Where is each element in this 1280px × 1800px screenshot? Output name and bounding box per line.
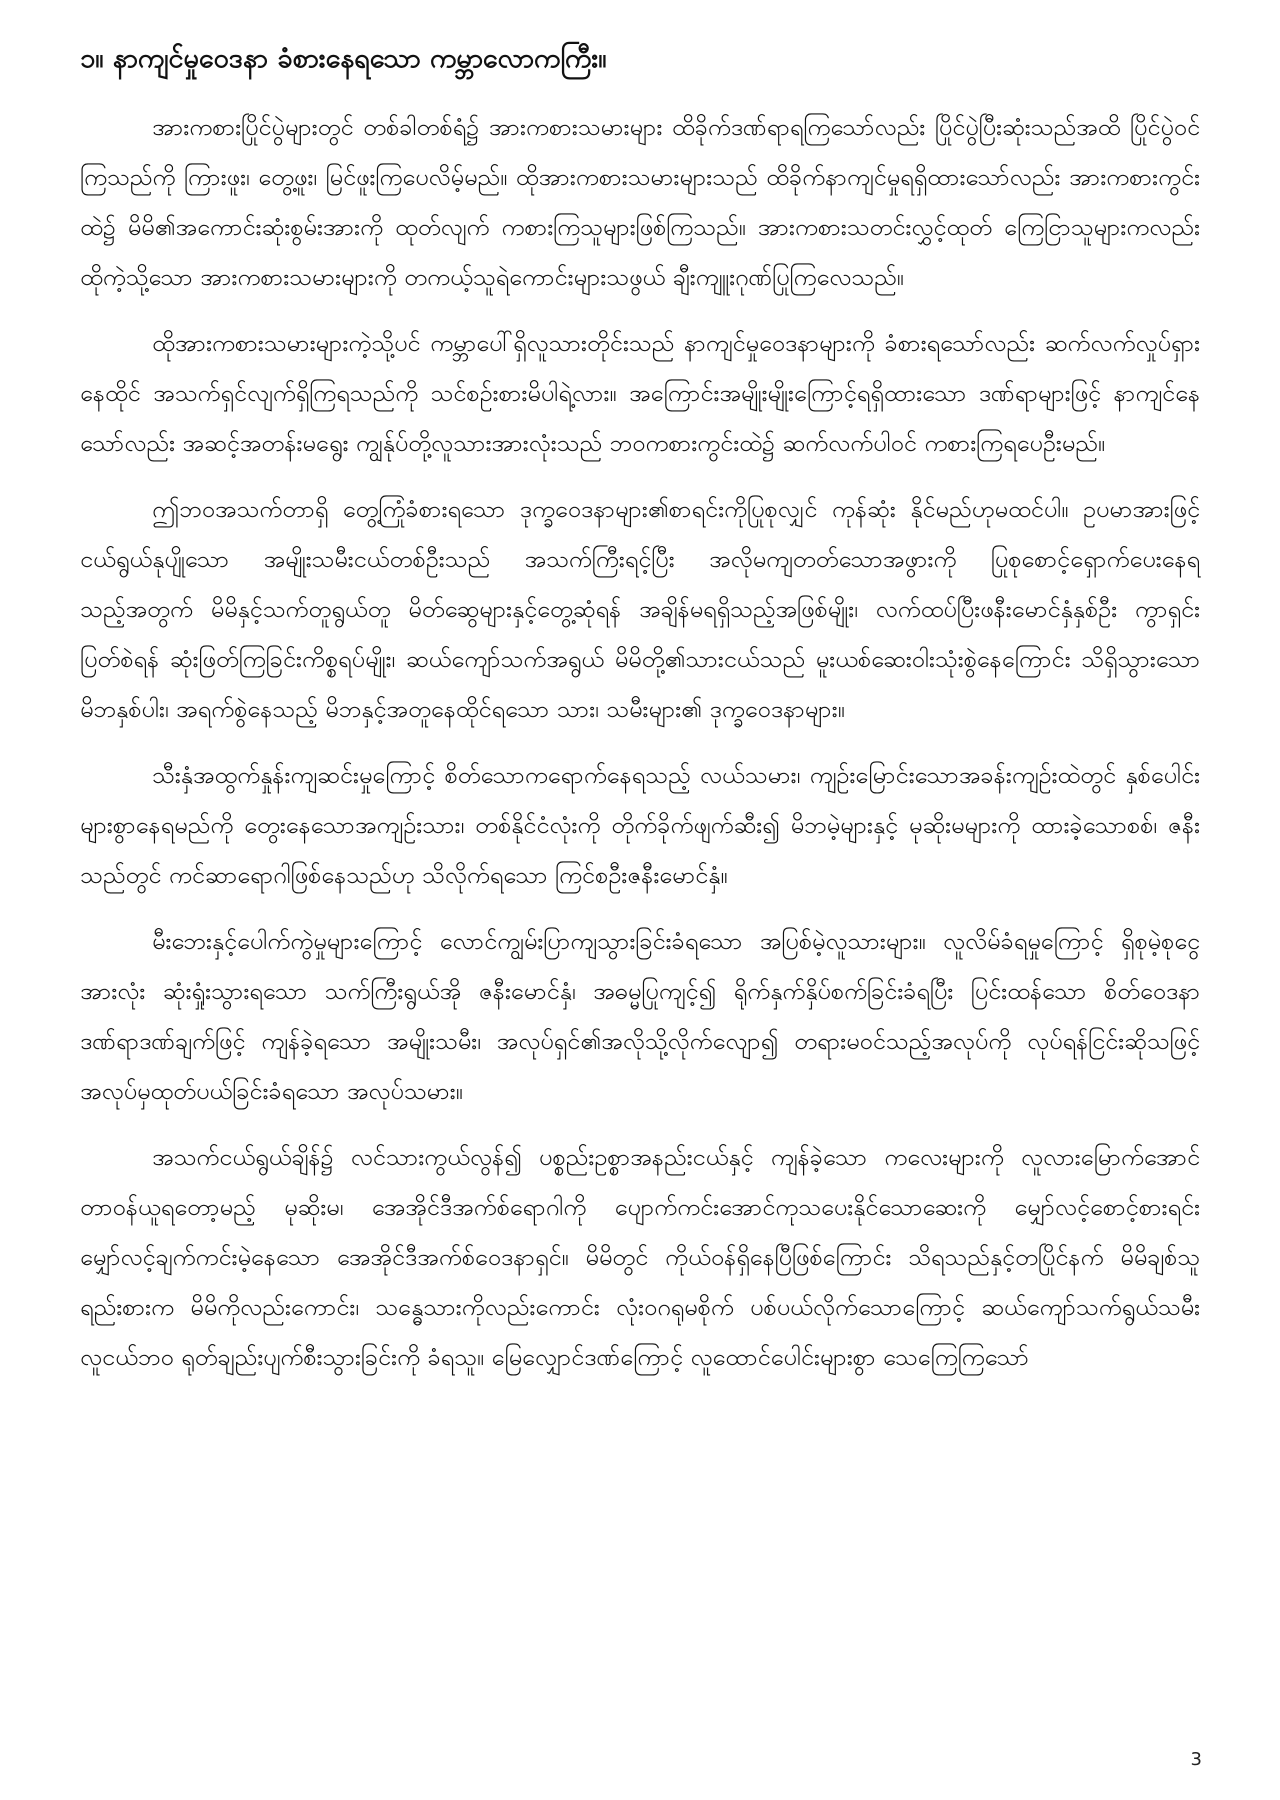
paragraph-4: သီးနှံအထွက်နှုန်းကျဆင်းမှုကြောင့် စိတ်သောကရောက်နေရသည့် လယ်သမား၊ ကျဉ်းမြောင်းသောအခန်းကျဉ်းထဲတွင် နှစ်ပေါင်းများစွာနေရမည်ကို တွေးနေသောအကျဉ်းသား၊ တစ်နိုင်ငံလုံးကို တိုက်ခိုက်ဖျက်ဆီး၍ မိဘမဲ့များနှင့် မုဆိုးမများကို ထားခဲ့သောစစ်၊ ဇနီးသည်တွင် ကင်ဆာရောဂါဖြစ်နေသည်ဟု သိလိုက်ရသော ကြင်စဦးဇနီးမောင်နှံ။ [80,760,1200,889]
paragraph-6: အသက်ငယ်ရွယ်ချိန်၌ လင်သားကွယ်လွန်၍ ပစ္စည်းဥစ္စာအနည်းငယ်နှင့် ကျန်ခဲ့သော ကလေးများကို လူလားမြောက်အောင် တာဝန်ယူရတော့မည့် မုဆိုးမ၊ အေအိုင်ဒီအက်စ်ရောဂါကို ပျောက်ကင်းအောင်ကုသပေးနိုင်သောဆေးကို မျှော်လင့်စောင့်စားရင်း မျှော်လင့်ချက်ကင်းမဲ့နေသော အေအိုင်ဒီအက်စ်ဝေဒနာရှင်။ မိမိတွင် ကိုယ်ဝန်ရှိနေပြီဖြစ်ကြောင်း သိရသည်နှင့်တပြိုင်နက် မိမိချစ်သူရည်းစားက မိမိကိုလည်းကောင်း၊ သန္ဓေသားကိုလည်းကောင်း လုံးဝဂရုမစိုက် ပစ်ပယ်လိုက်သောကြောင့် ဆယ်ကျော်သက်ရွယ်သမီး လူငယ်ဘဝ ရုတ်ချည်းပျက်စီးသွားခြင်းကို ခံရသူ။ မြေလျှောင်ဒဏ်ကြောင့် လူထောင်ပေါင်းများစွာ သေကြေကြသော် [80,1142,1200,1371]
chapter-heading: ၁။ နာကျင်မှုဝေဒနာ ခံစားနေရသော ကမ္ဘာလောကကြီး။ [80,43,607,74]
paragraph-2: ထိုအားကစားသမားများကဲ့သို့ပင် ကမ္ဘာပေါ်ရှိလူသားတိုင်းသည် နာကျင်မှုဝေဒနာများကို ခံစားရသော်လည်း ဆက်လက်လှုပ်ရှားနေထိုင် အသက်ရှင်လျက်ရှိကြရသည်ကို သင်စဉ်းစားမိပါရဲ့လား။ အကြောင်းအမျိုးမျိုးကြောင့်ရရှိထားသော ဒဏ်ရာများဖြင့် နာကျင်နေသော်လည်း အဆင့်အတန်းမရွေး ကျွန်ုပ်တို့လူသားအားလုံးသည် ဘဝကစားကွင်းထဲ၌ ဆက်လက်ပါဝင် ကစားကြရပေဦးမည်။ [80,328,1200,457]
paragraph-3: ဤဘဝအသက်တာရှိ တွေ့ကြုံခံစားရသော ဒုက္ခဝေဒနာများ၏စာရင်းကိုပြုစုလျှင် ကုန်ဆုံး နိုင်မည်ဟုမထင်ပါ။ ဥပမာအားဖြင့် ငယ်ရွယ်နုပျိုသော အမျိုးသမီးငယ်တစ်ဦးသည် အသက်ကြီးရင့်ပြီး အလိုမကျတတ်သောအဖွားကို ပြုစုစောင့်ရှောက်ပေးနေရသည့်အတွက် မိမိနှင့်သက်တူရွယ်တူ မိတ်ဆွေများနှင့်တွေ့ဆုံရန် အချိန်မရရှိသည့်အဖြစ်မျိုး၊ လက်ထပ်ပြီးဖနီးမောင်နှံနှစ်ဦး ကွာရှင်းပြတ်စဲရန် ဆုံးဖြတ်ကြခြင်းကိစ္စရပ်မျိုး၊ ဆယ်ကျော်သက်အရွယ် မိမိတို့၏သားငယ်သည် မူးယစ်ဆေးဝါးသုံးစွဲနေကြောင်း သိရှိသွားသော မိဘနှစ်ပါး၊ အရက်စွဲနေသည့် မိဘနှင့်အတူနေထိုင်ရသော သား၊ သမီးများ၏ ဒုက္ခဝေဒနာများ။ [80,494,1200,723]
paragraph-1: အားကစားပြိုင်ပွဲများတွင် တစ်ခါတစ်ရံ၌ အားကစားသမားများ ထိခိုက်ဒဏ်ရာရကြသော်လည်း ပြိုင်ပွဲပြီးဆုံးသည်အထိ ပြိုင်ပွဲဝင်ကြသည်ကို ကြားဖူး၊ တွေ့ဖူး၊ မြင်ဖူးကြပေလိမ့်မည်။ ထိုအားကစားသမားများသည် ထိခိုက်နာကျင်မှုရရှိထားသော်လည်း အားကစားကွင်းထဲ၌ မိမိ၏အကောင်းဆုံးစွမ်းအားကို ထုတ်လျက် ကစားကြသူများဖြစ်ကြသည်။ အားကစားသတင်းလွှင့်ထုတ် ကြေငြာသူများကလည်း ထိုကဲ့သို့သော အားကစားသမားများကို တကယ့်သူရဲကောင်းများသဖွယ် ချီးကျူးဂုဏ်ပြုကြလေသည်။ [80,112,1200,291]
page-number: 3 [1190,1749,1202,1770]
document-page [80,40,1200,1740]
paragraph-5: မီးဘေးနှင့်ပေါက်ကွဲမှုများကြောင့် လောင်ကျွမ်းပြာကျသွားခြင်းခံရသော အပြစ်မဲ့လူသားများ။ လူလိမ်ခံရမှုကြောင့် ရှိစုမဲ့စုငွေအားလုံး ဆုံးရှုံးသွားရသော သက်ကြီးရွယ်အို ဇနီးမောင်နှံ၊ အဓမ္မပြုကျင့်၍ ရိုက်နှက်နှိပ်စက်ခြင်းခံရပြီး ပြင်းထန်သော စိတ်ဝေဒနာဒဏ်ရာဒဏ်ချက်ဖြင့် ကျန်ခဲ့ရသော အမျိုးသမီး၊ အလုပ်ရှင်၏အလိုသို့လိုက်လျော၍ တရားမဝင်သည့်အလုပ်ကို လုပ်ရန်ငြင်းဆိုသဖြင့် အလုပ်မှထုတ်ပယ်ခြင်းခံရသော အလုပ်သမား။ [80,926,1200,1105]
